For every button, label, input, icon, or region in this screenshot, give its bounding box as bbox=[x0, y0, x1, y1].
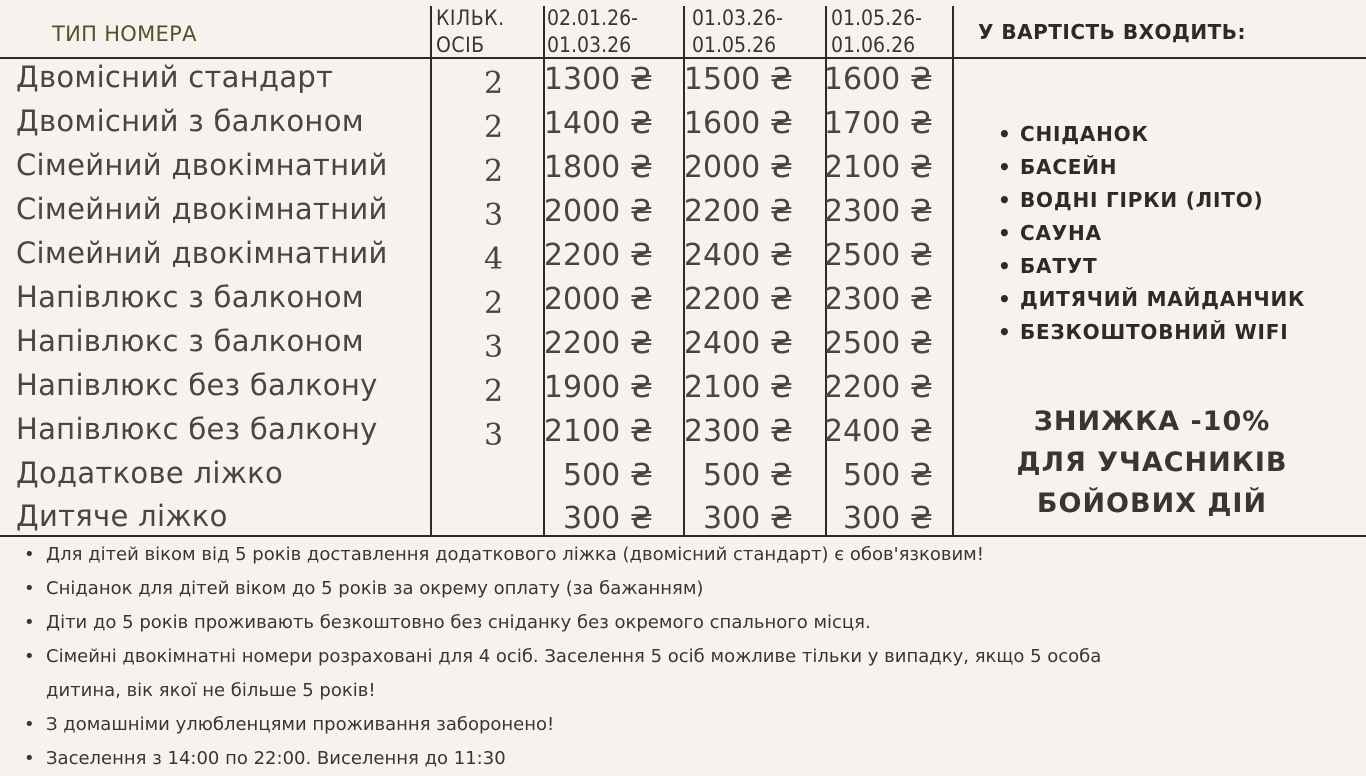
persons-count: 3 bbox=[484, 418, 504, 453]
includes-item-label: САУНА bbox=[1020, 221, 1102, 245]
list-item bbox=[998, 151, 1305, 184]
header-divider bbox=[0, 57, 1366, 59]
includes-item-label: ДИТЯЧИЙ МАЙДАНЧИК bbox=[1020, 287, 1306, 311]
price-period-2: 300 ₴ bbox=[702, 501, 793, 536]
price-period-3: 2300 ₴ bbox=[823, 282, 933, 317]
note-text: Сніданок для дітей віком до 5 років за окрему оплату (за бажанням) bbox=[46, 578, 704, 599]
room-name: Напівлюкс без балкону bbox=[16, 412, 378, 446]
room-name: Сімейний двокімнатний bbox=[16, 236, 388, 270]
bullet-icon: • bbox=[24, 578, 35, 599]
list-item bbox=[998, 316, 1305, 349]
header-room-type: ТИП НОМЕРА bbox=[52, 22, 197, 46]
note-text-continuation: дитина, вік якої не більше 5 років! bbox=[46, 680, 376, 701]
includes-item-label: ВОДНІ ГІРКИ (ЛІТО) bbox=[1020, 188, 1264, 212]
column-divider bbox=[952, 6, 954, 535]
includes-item-label: БАСЕЙН bbox=[1020, 155, 1118, 179]
list-item bbox=[24, 640, 1101, 708]
note-text: Заселення з 14:00 по 22:00. Виселення до 11:30 bbox=[46, 748, 506, 769]
discount-notice bbox=[1000, 401, 1304, 524]
persons-count: 2 bbox=[484, 154, 504, 189]
price-period-2: 1500 ₴ bbox=[683, 62, 793, 97]
bullet-icon: • bbox=[998, 221, 1012, 245]
price-period-2: 2300 ₴ bbox=[683, 414, 793, 449]
price-period-2: 2200 ₴ bbox=[683, 194, 793, 229]
price-period-3: 2500 ₴ bbox=[823, 238, 933, 273]
discount-line: ДЛЯ УЧАСНИКІВ bbox=[1016, 447, 1288, 478]
header-includes: У ВАРТІСТЬ ВХОДИТЬ: bbox=[978, 20, 1246, 44]
header-persons-line2: ОСІБ bbox=[436, 33, 485, 57]
notes-list bbox=[24, 538, 1101, 776]
bullet-icon: • bbox=[998, 188, 1012, 212]
header-period-2-start: 01.03.26- bbox=[692, 6, 783, 30]
price-period-2: 1600 ₴ bbox=[683, 106, 793, 141]
price-period-3: 500 ₴ bbox=[842, 458, 933, 493]
bullet-icon: • bbox=[24, 646, 35, 667]
header-period-1-end: 01.03.26 bbox=[547, 33, 632, 57]
price-period-1: 1400 ₴ bbox=[543, 106, 653, 141]
bullet-icon: • bbox=[998, 320, 1012, 344]
room-name: Додаткове ліжко bbox=[16, 456, 284, 490]
bullet-icon: • bbox=[998, 155, 1012, 179]
header-period-1 bbox=[547, 5, 638, 59]
list-item bbox=[998, 184, 1305, 217]
list-item bbox=[24, 708, 1101, 742]
price-period-3: 1700 ₴ bbox=[823, 106, 933, 141]
price-period-3: 2200 ₴ bbox=[823, 370, 933, 405]
includes-item-label: БЕЗКОШТОВНИЙ WIFI bbox=[1020, 320, 1289, 344]
room-name: Сімейний двокімнатний bbox=[16, 148, 388, 182]
persons-count: 2 bbox=[484, 374, 504, 409]
room-name: Напівлюкс з балконом bbox=[16, 280, 364, 314]
header-persons bbox=[436, 5, 505, 59]
price-period-3: 2300 ₴ bbox=[823, 194, 933, 229]
price-period-3: 300 ₴ bbox=[842, 501, 933, 536]
list-item bbox=[24, 572, 1101, 606]
price-period-3: 2100 ₴ bbox=[823, 150, 933, 185]
header-persons-line1: КІЛЬК. bbox=[436, 6, 505, 30]
list-item bbox=[998, 217, 1305, 250]
header-period-1-start: 02.01.26- bbox=[547, 6, 638, 30]
price-period-1: 2100 ₴ bbox=[543, 414, 653, 449]
price-period-2: 2000 ₴ bbox=[683, 150, 793, 185]
discount-line: ЗНИЖКА -10% bbox=[1033, 406, 1271, 437]
list-item bbox=[998, 118, 1305, 151]
price-period-3: 2500 ₴ bbox=[823, 326, 933, 361]
price-period-2: 2200 ₴ bbox=[683, 282, 793, 317]
price-period-1: 2200 ₴ bbox=[543, 238, 653, 273]
price-period-1: 300 ₴ bbox=[562, 501, 653, 536]
list-item bbox=[24, 606, 1101, 640]
price-period-1: 2200 ₴ bbox=[543, 326, 653, 361]
list-item bbox=[998, 250, 1305, 283]
price-period-1: 2000 ₴ bbox=[543, 194, 653, 229]
price-period-1: 1900 ₴ bbox=[543, 370, 653, 405]
includes-item-label: БАТУТ bbox=[1020, 254, 1098, 278]
price-period-1: 500 ₴ bbox=[562, 458, 653, 493]
bullet-icon: • bbox=[998, 254, 1012, 278]
bullet-icon: • bbox=[998, 122, 1012, 146]
persons-count: 3 bbox=[484, 198, 504, 233]
room-name: Напівлюкс з балконом bbox=[16, 324, 364, 358]
list-item bbox=[24, 742, 1101, 776]
persons-count: 3 bbox=[484, 330, 504, 365]
price-period-1: 1300 ₴ bbox=[543, 62, 653, 97]
price-period-1: 1800 ₴ bbox=[543, 150, 653, 185]
includes-list bbox=[998, 118, 1305, 349]
includes-item-label: СНІДАНОК bbox=[1020, 122, 1149, 146]
room-name: Напівлюкс без балкону bbox=[16, 368, 378, 402]
bullet-icon: • bbox=[24, 714, 35, 735]
bullet-icon: • bbox=[24, 612, 35, 633]
price-period-3: 1600 ₴ bbox=[823, 62, 933, 97]
header-period-3 bbox=[831, 5, 922, 59]
bullet-icon: • bbox=[998, 287, 1012, 311]
price-period-1: 2000 ₴ bbox=[543, 282, 653, 317]
room-name: Сімейний двокімнатний bbox=[16, 192, 388, 226]
price-period-2: 500 ₴ bbox=[702, 458, 793, 493]
bullet-icon: • bbox=[24, 544, 35, 565]
bullet-icon: • bbox=[24, 748, 35, 769]
persons-count: 2 bbox=[484, 66, 504, 101]
persons-count: 2 bbox=[484, 110, 504, 145]
persons-count: 4 bbox=[484, 242, 504, 277]
column-divider bbox=[430, 6, 432, 535]
note-text: Сімейні двокімнатні номери розраховані для 4 осіб. Заселення 5 осіб можливе тільки у випадку, якщо 5 особа bbox=[46, 646, 1102, 667]
note-text: Для дітей віком від 5 років доставлення додаткового ліжка (двомісний стандарт) є обов'язковим! bbox=[46, 544, 984, 565]
list-item bbox=[24, 538, 1101, 572]
list-item bbox=[998, 283, 1305, 316]
room-name: Дитяче ліжко bbox=[16, 499, 228, 533]
header-period-3-end: 01.06.26 bbox=[831, 33, 916, 57]
price-period-2: 2400 ₴ bbox=[683, 238, 793, 273]
price-period-2: 2100 ₴ bbox=[683, 370, 793, 405]
persons-count: 2 bbox=[484, 286, 504, 321]
room-name: Двомісний стандарт bbox=[16, 60, 334, 94]
header-period-2 bbox=[692, 5, 783, 59]
header-period-2-end: 01.05.26 bbox=[692, 33, 777, 57]
room-name: Двомісний з балконом bbox=[16, 104, 364, 138]
discount-line: БОЙОВИХ ДІЙ bbox=[1036, 488, 1268, 519]
header-period-3-start: 01.05.26- bbox=[831, 6, 922, 30]
note-text: З домашніми улюбленцями проживання заборонено! bbox=[46, 714, 555, 735]
note-text: Діти до 5 років проживають безкоштовно без сніданку без окремого спального місця. bbox=[46, 612, 871, 633]
price-period-3: 2400 ₴ bbox=[823, 414, 933, 449]
price-period-2: 2400 ₴ bbox=[683, 326, 793, 361]
